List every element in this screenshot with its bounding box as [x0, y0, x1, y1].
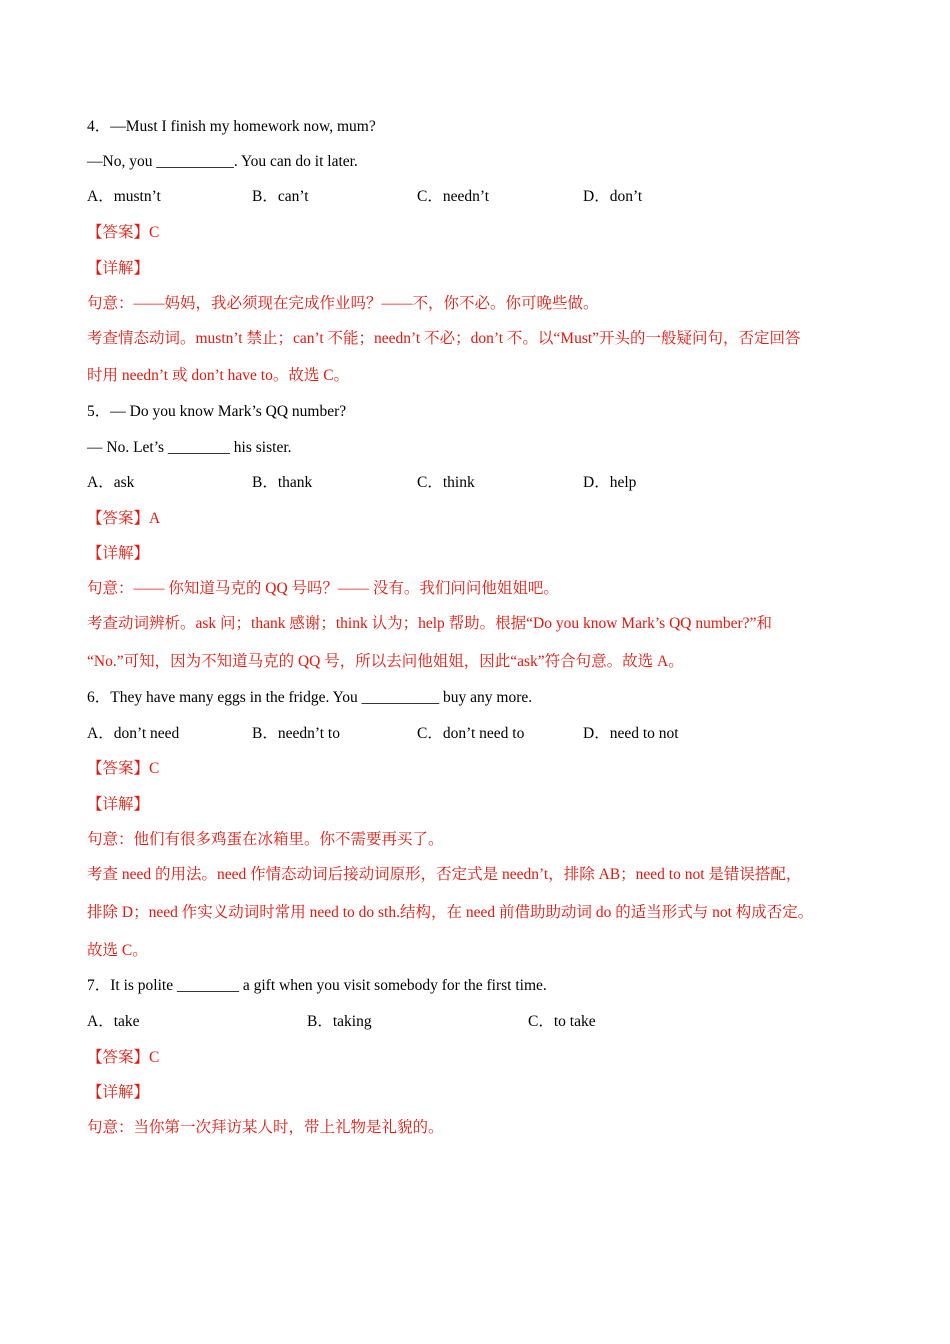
option-c: C．needn’t: [417, 188, 490, 205]
detail-label: 【详解】: [87, 796, 150, 813]
detail-line: 故选 C。: [87, 942, 148, 959]
option-d: D．need to not: [583, 725, 679, 742]
option-c: C．to take: [528, 1013, 596, 1030]
option-d: D．help: [583, 474, 637, 491]
detail-line: 句意：当你第一次拜访某人时，带上礼物是礼貌的。: [87, 1119, 444, 1136]
option-b: B．thank: [252, 474, 313, 491]
option-a: A．don’t need: [87, 725, 180, 742]
answer-label: 【答案】A: [87, 510, 161, 527]
option-a: A．ask: [87, 474, 135, 491]
question-7-stem: 7．It is polite ________ a gift when you visit somebody for the first time.: [87, 977, 547, 994]
question-6-stem: 6．They have many eggs in the fridge. You __________ buy any more.: [87, 689, 533, 706]
detail-line: 考查情态动词。mustn’t 禁止；can’t 不能；needn’t 不必；don’t 不。以“Must”开头的一般疑问句，否定回答: [87, 330, 801, 347]
detail-line: 考查 need 的用法。need 作情态动词后接动词原形，否定式是 needn’t，排除 AB；need to not 是错误搭配，: [87, 866, 802, 883]
detail-line: 句意：——妈妈，我必须现在完成作业吗？——不，你不必。你可晚些做。: [87, 295, 599, 312]
detail-line: 考查动词辨析。ask 问；thank 感谢；think 认为；help 帮助。根据“Do you know Mark’s QQ number?”和: [87, 615, 772, 632]
detail-label: 【详解】: [87, 260, 150, 277]
option-a: A．mustn’t: [87, 188, 161, 205]
answer-label: 【答案】C: [87, 760, 160, 777]
question-4-stem: 4．—Must I finish my homework now, mum?: [87, 118, 376, 135]
detail-line: 排除 D；need 作实义动词时常用 need to do sth.结构，在 need 前借助助动词 do 的适当形式与 not 构成否定。: [87, 904, 814, 921]
question-5-response: — No. Let’s ________ his sister.: [87, 439, 292, 456]
detail-line: “No.”可知，因为不知道马克的 QQ 号，所以去问他姐姐，因此“ask”符合句意。故选 A。: [87, 653, 684, 670]
option-c: C．think: [417, 474, 475, 491]
option-b: B．needn’t to: [252, 725, 340, 742]
detail-label: 【详解】: [87, 545, 150, 562]
question-4-response: —No, you __________. You can do it later.: [87, 153, 358, 170]
option-d: D．don’t: [583, 188, 643, 205]
answer-label: 【答案】C: [87, 1049, 160, 1066]
detail-label: 【详解】: [87, 1084, 150, 1101]
option-c: C．don’t need to: [417, 725, 525, 742]
option-b: B．taking: [307, 1013, 372, 1030]
option-b: B．can’t: [252, 188, 309, 205]
detail-line: 句意：—— 你知道马克的 QQ 号吗？—— 没有。我们问问他姐姐吧。: [87, 580, 559, 597]
answer-label: 【答案】C: [87, 224, 160, 241]
detail-line: 句意：他们有很多鸡蛋在冰箱里。你不需要再买了。: [87, 831, 444, 848]
option-a: A．take: [87, 1013, 140, 1030]
detail-line: 时用 needn’t 或 don’t have to。故选 C。: [87, 367, 350, 384]
question-5-stem: 5．— Do you know Mark’s QQ number?: [87, 403, 347, 420]
